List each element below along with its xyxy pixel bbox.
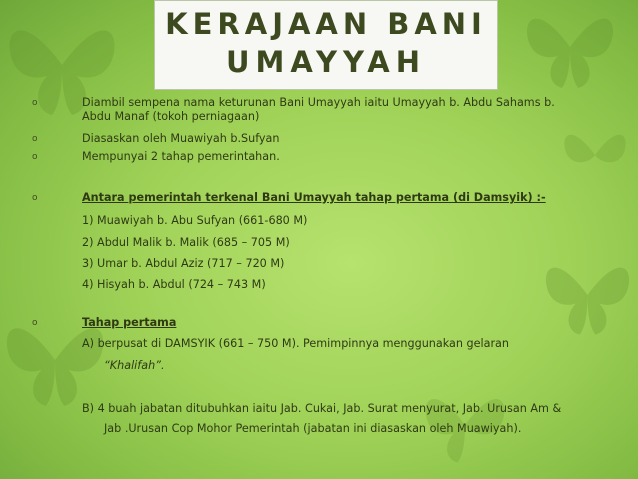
slide-title-line2: UMAYYAH xyxy=(225,45,426,79)
ruler-item: 3) Umar b. Abdul Aziz (717 – 720 M) xyxy=(82,257,285,270)
butterfly-icon xyxy=(560,120,630,190)
ruler-item: 2) Abdul Malik b. Malik (685 – 705 M) xyxy=(82,236,290,249)
bullet-icon: o xyxy=(32,134,38,144)
phase-a-line2: “Khalifah”. xyxy=(104,359,165,372)
phase-one-heading: Tahap pertama xyxy=(82,316,177,329)
phase-b-line1: B) 4 buah jabatan ditubuhkan iaitu Jab. Cukai, Jab. Surat menyurat, Jab. Urusan Am & xyxy=(82,402,562,415)
bullet-icon: o xyxy=(32,152,38,162)
bullet-icon: o xyxy=(32,193,38,203)
point-phases: Mempunyai 2 tahap pemerintahan. xyxy=(82,150,280,163)
point-founder: Diasaskan oleh Muawiyah b.Sufyan xyxy=(82,132,280,145)
butterfly-icon xyxy=(510,2,630,92)
point-origin-line1: Diambil sempena nama keturunan Bani Umayyah iaitu Umayyah b. Abdu Sahams b. xyxy=(82,96,555,109)
butterfly-icon xyxy=(540,240,635,350)
title-box xyxy=(154,0,498,90)
phase-a-line1: A) berpusat di DAMSYIK (661 – 750 M). Pemimpinnya menggunakan gelaran xyxy=(82,337,510,350)
ruler-item: 1) Muawiyah b. Abu Sufyan (661-680 M) xyxy=(82,214,308,227)
rulers-heading: Antara pemerintah terkenal Bani Umayyah tahap pertama (di Damsyik) :- xyxy=(82,191,546,204)
slide-title-line1: KERAJAAN BANI xyxy=(165,7,487,41)
bullet-icon: o xyxy=(32,318,38,328)
bullet-icon: o xyxy=(32,98,38,108)
ruler-item: 4) Hisyah b. Abdul (724 – 743 M) xyxy=(82,278,266,291)
point-origin-line2: Abdu Manaf (tokoh perniagaan) xyxy=(82,110,260,123)
phase-b-line2: Jab .Urusan Cop Mohor Pemerintah (jabatan ini diasaskan oleh Muawiyah). xyxy=(104,422,522,435)
